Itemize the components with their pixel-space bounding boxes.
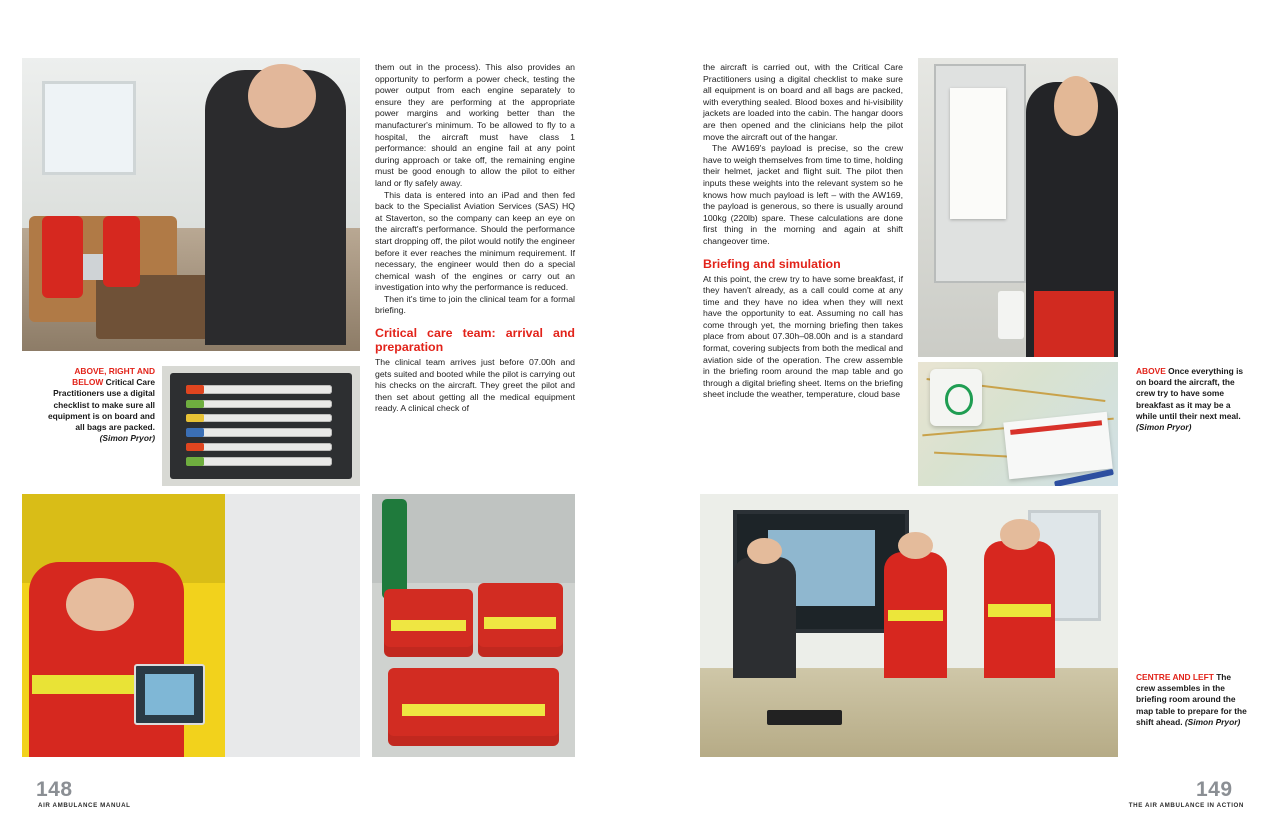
crew-lounge-photo	[22, 58, 360, 351]
section-heading-critical-care-team: Critical care team: arrival and preparation	[375, 326, 575, 355]
paragraph: Then it's time to join the clinical team for a formal briefing.	[375, 293, 575, 316]
paragraph: The clinical team arrives just before 07.00h and gets suited and booted while the pilot is carrying out his checks on the aircraft. They greet the pilot and then set about getting all the medical equipment ready. A clinical check of	[375, 357, 575, 414]
caption-right-top	[1136, 366, 1246, 433]
caption-credit: (Simon Pryor)	[99, 433, 155, 444]
caption-text: The crew assembles in the briefing room around the map table to prepare for the shift ahead.	[1136, 672, 1247, 727]
body-column-1	[375, 62, 575, 415]
caption-lead: CENTRE AND LEFT	[1136, 672, 1214, 682]
folio-number-right: 149	[1196, 778, 1233, 801]
folio-number-left: 148	[36, 778, 73, 801]
syringe-tray-photo	[162, 366, 360, 486]
paragraph: This data is entered into an iPad and then fed back to the Specialist Aviation Services (SAS) HQ at Staverton, so the company can keep an eye on the aircraft's performance. Should the performance start dropping off, the pilot would notify the engineer before it ever reaches the minimum requirement. If necessary, the engineer would then do a special chemical wash of the engines or carry out an investigation into why the performance is reduced.	[375, 189, 575, 293]
caption-right-bottom	[1136, 672, 1248, 728]
briefing-room-photo	[700, 494, 1118, 757]
red-kit-bags-photo	[372, 494, 575, 757]
paragraph: them out in the process). This also provides an opportunity to perform a power check, testing the power output from each engine separately to ensure they are performing at the appropriate power margins and working better than the manufacturer's minimum. To be allowed to fly to a hospital, the aircraft must have class 1 performance: should an engine fail at any point during approach or take off, the remaining engine must be good enough to allow the pilot to either land or fly safely away.	[375, 62, 575, 188]
caption-text: Once everything is on board the aircraft, the crew try to have some breakfast as it may be a while until their next meal.	[1136, 366, 1244, 421]
caption-left-group	[45, 366, 155, 444]
paragraph: the aircraft is carried out, with the Critical Care Practitioners using a digital checklist to make sure all equipment is on board and all bags are packed, with everything sealed. Blood boxes and hi-visibility jackets are loaded into the cabin. The hangar doors are then opened and the clinicians help the pilot move the aircraft out of the hangar.	[703, 62, 903, 142]
engineer-kitchen-photo	[918, 58, 1118, 357]
map-and-mug-photo	[918, 362, 1118, 486]
folio-text-left: AIR AMBULANCE MANUAL	[38, 802, 131, 809]
caption-lead: ABOVE, RIGHT AND BELOW	[72, 366, 155, 388]
caption-text: Critical Care Practitioners use a digital checklist to make sure all equipment is on board and all bags are packed.	[47, 377, 155, 433]
folio-text-right: THE AIR AMBULANCE IN ACTION	[1128, 802, 1244, 809]
caption-credit: (Simon Pryor)	[1184, 716, 1241, 727]
caption-credit: (Simon Pryor)	[1136, 422, 1192, 433]
paragraph: At this point, the crew try to have some breakfast, if they haven't already, as a call could come at any time and they have no idea when they will next have the opportunity to eat. Assuming no call has come through yet, the morning briefing then takes place from about 07.30h–08.00h and is a standard format, covering subjects from both the medical and aviation side of the operation. The crew assemble in the briefing room around the map table and go through a digital briefing sheet. Items on the briefing sheet include the weather, temperature, cloud base	[703, 273, 903, 400]
caption-lead: ABOVE	[1136, 366, 1166, 376]
paragraph: The AW169's payload is precise, so the crew have to weigh themselves from time to time, holding their helmet, jacket and flight suit. The pilot then inputs these weights into the relevant system so he knows how much payload is left – with the AW169, the payload is generous, so there is usually around 100kg (220lb) spare. These calculations are done first thing in the morning and again at shift changeover time.	[703, 143, 903, 246]
section-heading-briefing-and-simulation: Briefing and simulation	[703, 256, 841, 271]
body-column-2	[703, 62, 903, 401]
ambulance-medic-photo	[22, 494, 360, 757]
